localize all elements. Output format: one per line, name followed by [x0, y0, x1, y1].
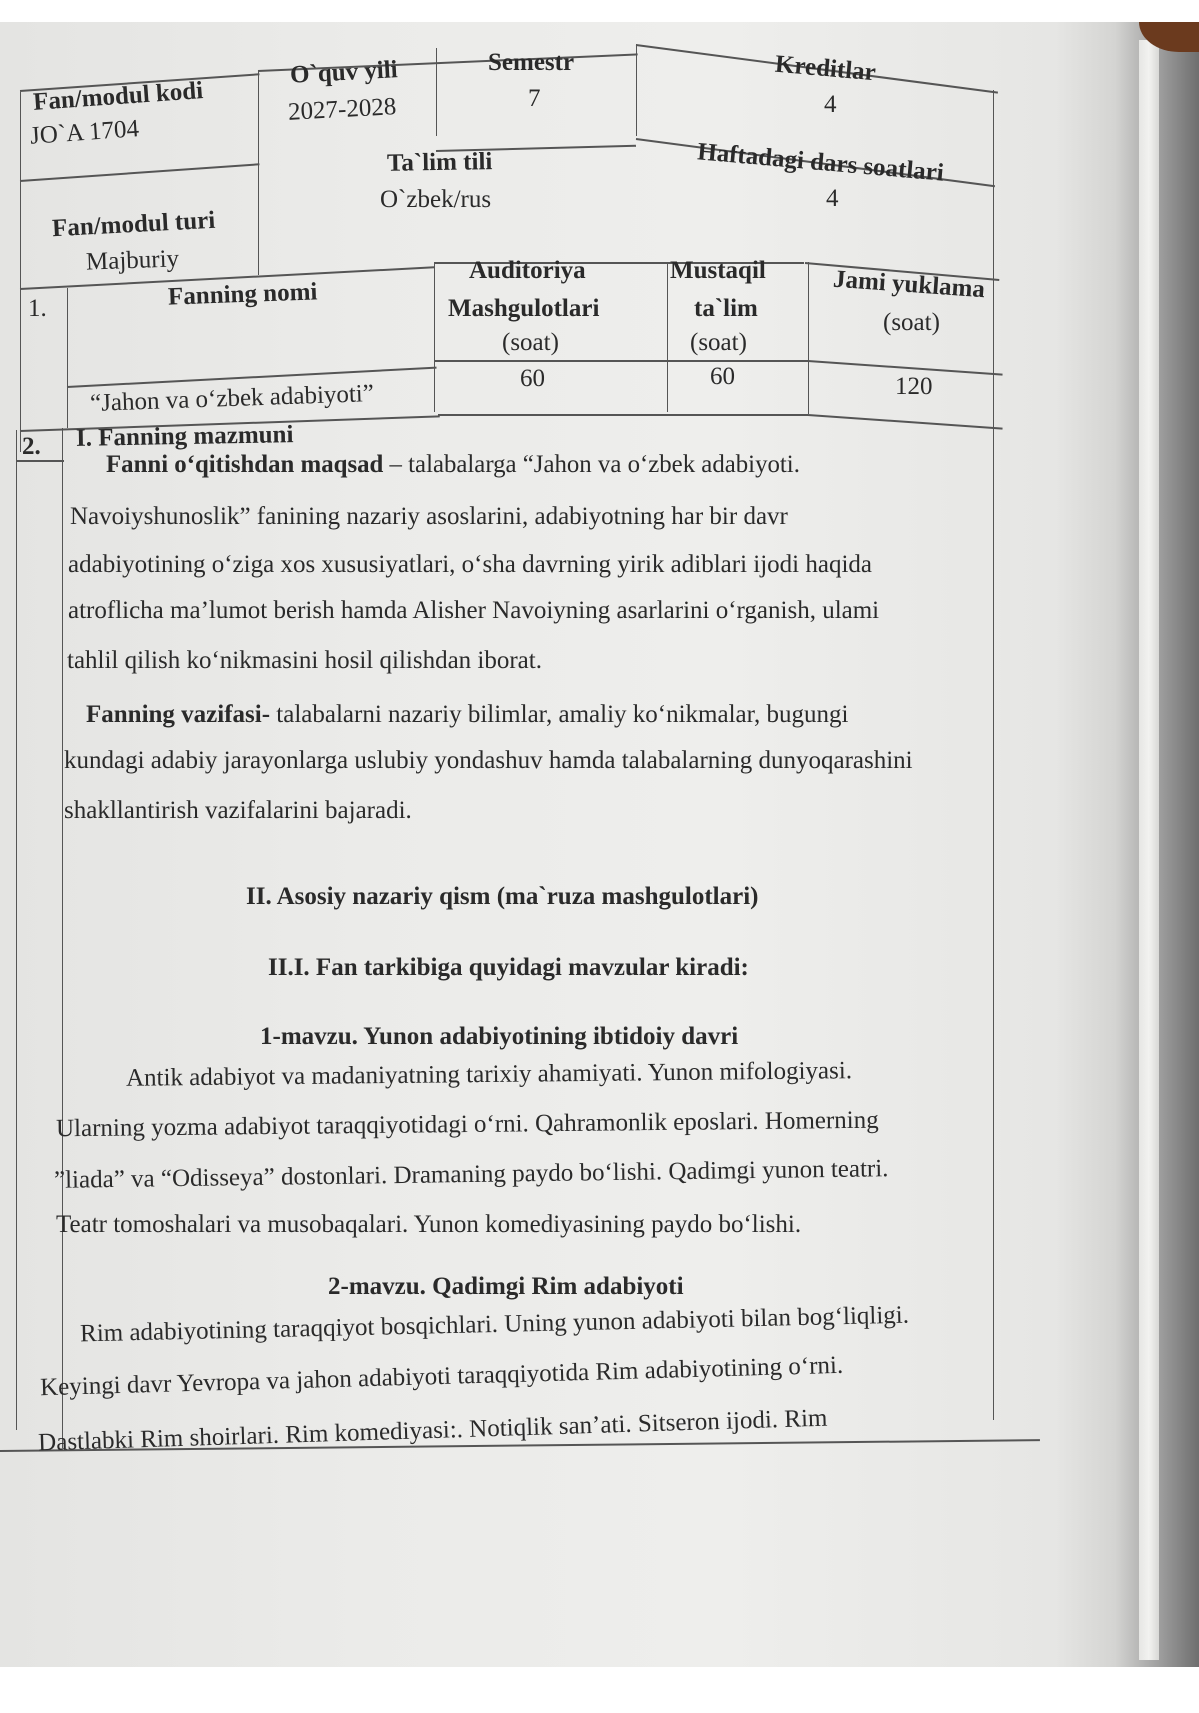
topic-2-text: Keyingi davr Yevropa va jahon adabiyoti taraqqiyotida Rim adabiyotining o‘rni.: [39, 1351, 844, 1402]
task-text: shakllantirish vazifalarini bajaradi.: [64, 797, 412, 824]
module-code-value: JO`A 1704: [29, 115, 140, 150]
module-type-value: Majburiy: [85, 245, 180, 276]
subject-name-label: Fanning nomi: [167, 278, 318, 311]
table-border: [62, 428, 63, 1448]
table-row-divider: [438, 414, 808, 416]
task-text: talabalarni nazariy bilimlar, amaliy ko‘nikmalar, bugungi: [270, 701, 849, 728]
table-border: [993, 90, 994, 1420]
independent-label: ta`lim: [694, 295, 758, 322]
independent-hours-value: 60: [710, 363, 735, 390]
goal-text: adabiyotining o‘ziga xos xususiyatlari, o‘sha davrning yirik adiblari ijodi haqida: [68, 551, 872, 578]
topic-2-text: Dastlabki Rim shoirlari. Rim komediyasi:. Notiqlik san’ati. Sitseron ijodi. Rim: [37, 1404, 828, 1457]
row-number-1: 1.: [28, 295, 47, 322]
topic-1-title: 1-mavzu. Yunon adabiyotining ibtidoiy davri: [260, 1023, 739, 1050]
table-border: [20, 92, 21, 452]
topic-1-text: ”liada” va “Odisseya” dostonlari. Dramaning paydo bo‘lishi. Qadimgi yunon teatri.: [53, 1155, 889, 1194]
table-row-divider: [808, 414, 1003, 430]
goal-text: – talabalarga “Jahon va o‘zbek adabiyoti.: [383, 451, 800, 478]
semester-label: Semestr: [488, 49, 575, 76]
table-border: [808, 262, 809, 414]
task-heading: Fanning vazifasi-: [86, 701, 271, 728]
credits-value: 4: [824, 91, 837, 118]
table-border: [16, 430, 17, 1430]
total-load-unit: (soat): [883, 309, 940, 336]
goal-text: atroflicha ma’lumot berish hamda Alisher Navoiyning asarlarini o‘rganish, ulami: [68, 597, 880, 624]
academic-year-value: 2027-2028: [287, 93, 397, 126]
table-border: [434, 262, 435, 412]
topic-2-title: 2-mavzu. Qadimgi Rim adabiyoti: [328, 1273, 684, 1300]
row-number-2: 2.: [22, 433, 41, 460]
topic-1-text: Teatr tomoshalari va musobaqalari. Yunon komediyasining paydo bo‘lishi.: [56, 1211, 802, 1238]
total-load-value: 120: [895, 373, 933, 400]
total-load-label: Jami yuklama: [832, 265, 986, 304]
table-border: [258, 70, 259, 275]
table-row-divider: [434, 360, 808, 362]
table-border: [636, 44, 637, 136]
module-type-label: Fan/modul turi: [51, 206, 216, 243]
task-paragraph: [86, 702, 848, 727]
academic-year-label: O`quv yili: [289, 56, 399, 89]
weekly-hours-label: Haftadagi dars soatlari: [696, 138, 945, 187]
semester-value: 7: [528, 85, 541, 112]
goal-text: Navoiyshunoslik” fanining nazariy asoslarini, adabiyotning har bir davr: [70, 503, 788, 530]
topic-1-text: Ularning yozma adabiyot taraqqiyotidagi o‘rni. Qahramonlik eposlari. Homerning: [55, 1106, 879, 1143]
auditory-hours-value: 60: [520, 365, 545, 392]
table-row-divider: [16, 460, 64, 462]
section-2-1-title: II.I. Fan tarkibiga quyidagi mavzular kiradi:: [268, 954, 749, 981]
table-row-divider: [20, 163, 260, 182]
goal-text: tahlil qilish ko‘nikmasini hosil qilishdan iborat.: [67, 647, 542, 674]
goal-paragraph: [106, 452, 1000, 477]
module-code-label: Fan/modul kodi: [32, 77, 204, 116]
table-border: [667, 262, 668, 412]
credits-label: Kreditlar: [774, 50, 877, 87]
independent-unit: (soat): [690, 329, 747, 356]
goal-heading: Fanni o‘qitishdan maqsad: [106, 451, 384, 478]
language-value: O`zbek/rus: [380, 186, 492, 213]
section-1-title: I. Fanning mazmuni: [75, 421, 294, 452]
subject-name-value: “Jahon va o‘zbek adabiyoti”: [89, 380, 375, 417]
section-2-title: II. Asosiy nazariy qism (ma`ruza mashgulotlari): [246, 883, 759, 910]
independent-label: Mustaqil: [670, 257, 766, 284]
topic-1-text: Antik adabiyot va madaniyatning tarixiy ahamiyati. Yunon mifologiyasi.: [125, 1057, 853, 1092]
table-border: [67, 288, 68, 428]
auditory-label: Mashgulotlari: [448, 295, 600, 322]
auditory-unit: (soat): [502, 329, 559, 356]
weekly-hours-value: 4: [826, 185, 839, 212]
topic-2-text: Rim adabiyotining taraqqiyot bosqichlari. Uning yunon adabiyoti bilan bog‘liqligi.: [79, 1301, 910, 1348]
table-border: [436, 48, 437, 136]
language-label: Ta`lim tili: [386, 148, 493, 177]
task-text: kundagi adabiy jarayonlarga uslubiy yondashuv hamda talabalarning dunyoqarashini: [64, 747, 913, 774]
auditory-label: Auditoriya: [469, 257, 586, 284]
